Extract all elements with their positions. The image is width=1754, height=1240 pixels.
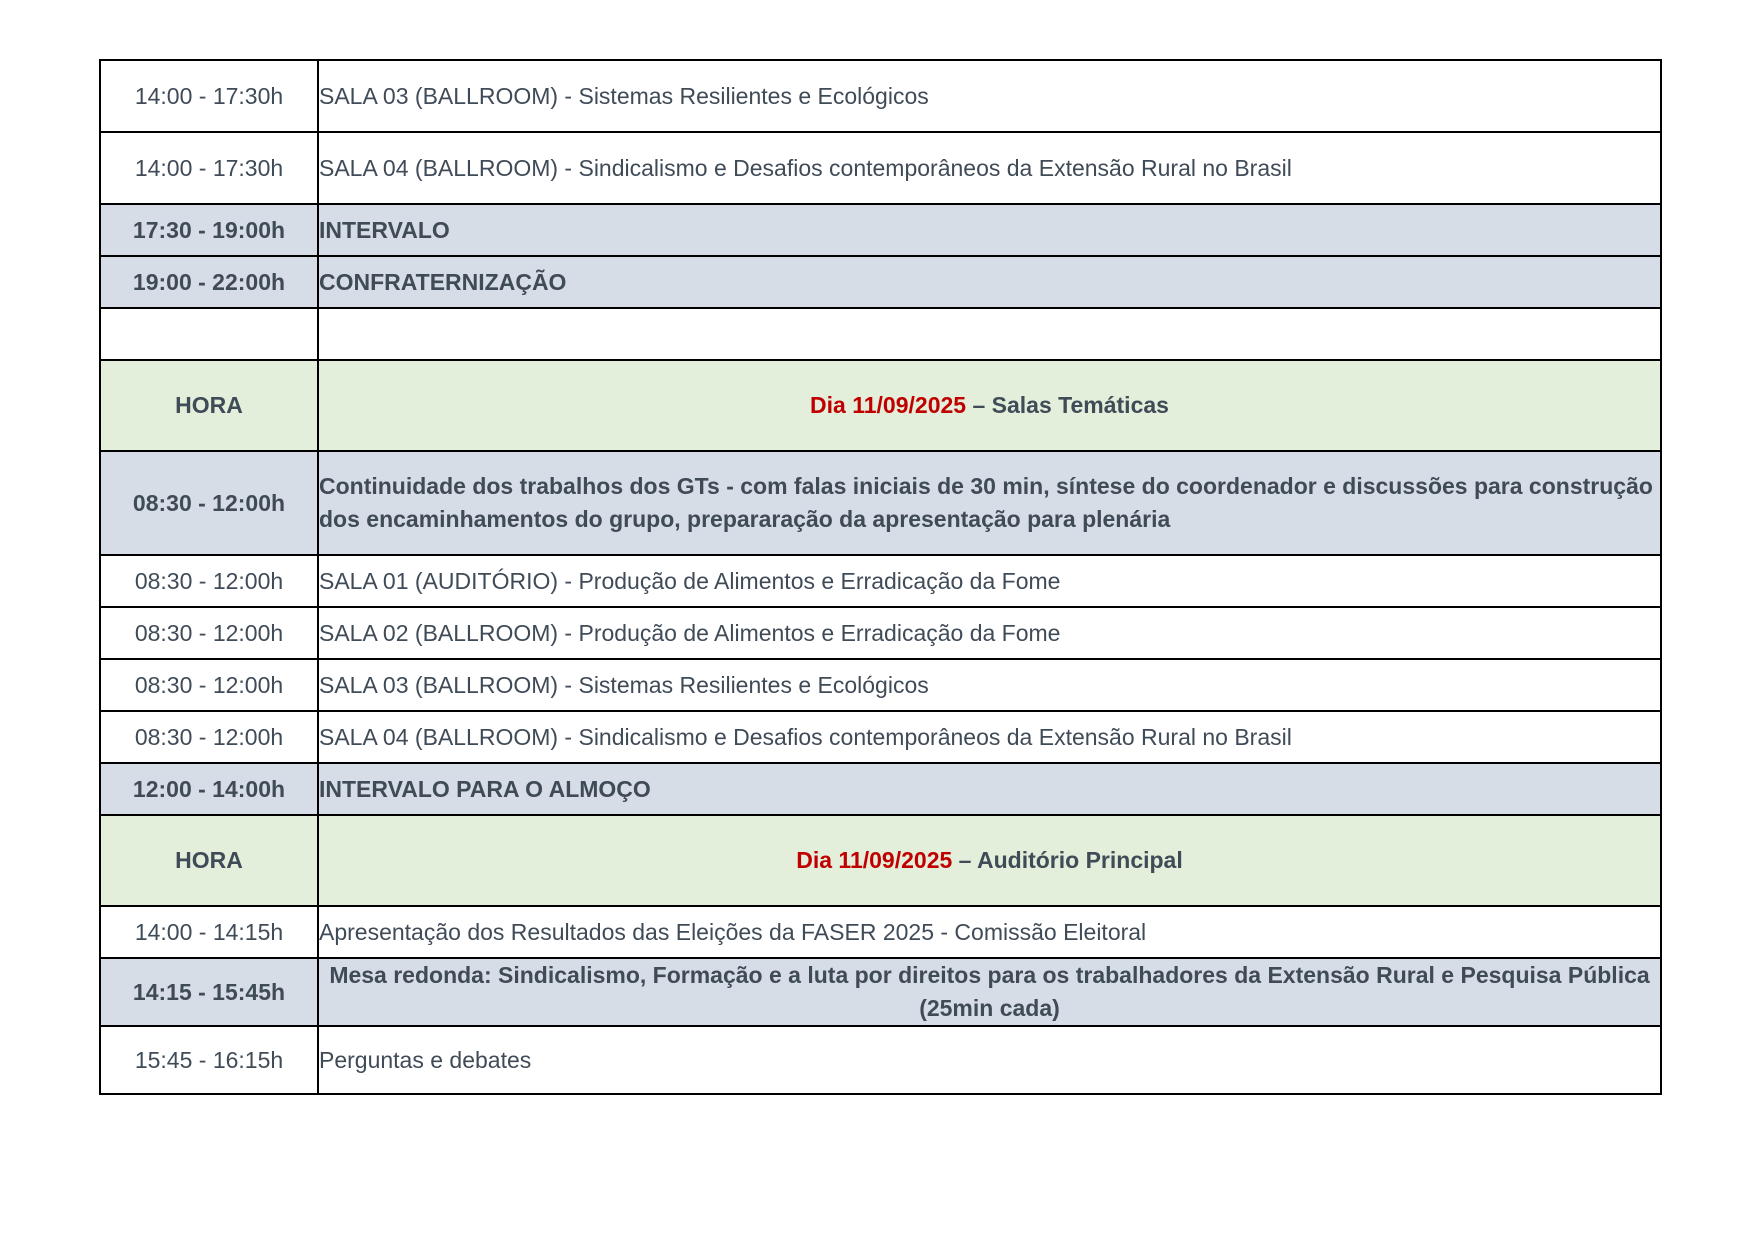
- break-row: [100, 204, 1661, 256]
- session-cell: CONFRATERNIZAÇÃO: [318, 256, 1661, 308]
- break-row: [100, 256, 1661, 308]
- time-cell: 14:15 - 15:45h: [100, 958, 318, 1026]
- day-header-row: [100, 815, 1661, 906]
- day-date: Dia 11/09/2025: [810, 392, 967, 418]
- time-cell: 08:30 - 12:00h: [100, 555, 318, 607]
- hora-header: HORA: [100, 360, 318, 451]
- table-row: [100, 60, 1661, 132]
- session-cell: Perguntas e debates: [318, 1026, 1661, 1094]
- session-cell: SALA 01 (AUDITÓRIO) - Produção de Alimentos e Erradicação da Fome: [318, 555, 1661, 607]
- time-cell: 15:45 - 16:15h: [100, 1026, 318, 1094]
- session-cell: SALA 04 (BALLROOM) - Sindicalismo e Desafios contemporâneos da Extensão Rural no Brasil: [318, 132, 1661, 204]
- session-cell: Apresentação dos Resultados das Eleições da FASER 2025 - Comissão Eleitoral: [318, 906, 1661, 958]
- time-cell: 14:00 - 17:30h: [100, 60, 318, 132]
- session-cell: SALA 03 (BALLROOM) - Sistemas Resilientes e Ecológicos: [318, 60, 1661, 132]
- heading-separator: –: [952, 847, 977, 873]
- day-title: Auditório Principal: [977, 847, 1183, 873]
- time-cell: 08:30 - 12:00h: [100, 711, 318, 763]
- highlight-row: [100, 958, 1661, 1026]
- table-row: [100, 906, 1661, 958]
- day-heading: [318, 360, 1661, 451]
- session-cell: Continuidade dos trabalhos dos GTs - com falas iniciais de 30 min, síntese do coordenador e discussões para construção dos encaminhamentos do grupo, prepararação da apresentação para plenária: [318, 451, 1661, 555]
- table-row: [100, 555, 1661, 607]
- table-row: [100, 132, 1661, 204]
- time-cell: 08:30 - 12:00h: [100, 659, 318, 711]
- day-title: Salas Temáticas: [991, 392, 1169, 418]
- session-cell: SALA 02 (BALLROOM) - Produção de Alimentos e Erradicação da Fome: [318, 607, 1661, 659]
- spacer-cell: [100, 308, 318, 360]
- session-cell: SALA 03 (BALLROOM) - Sistemas Resilientes e Ecológicos: [318, 659, 1661, 711]
- time-cell: 12:00 - 14:00h: [100, 763, 318, 815]
- session-cell: INTERVALO: [318, 204, 1661, 256]
- heading-separator: –: [966, 392, 992, 418]
- spacer-cell: [318, 308, 1661, 360]
- day-heading: [318, 815, 1661, 906]
- session-cell: INTERVALO PARA O ALMOÇO: [318, 763, 1661, 815]
- day-date: Dia 11/09/2025: [796, 847, 953, 873]
- hora-header: HORA: [100, 815, 318, 906]
- table-row: [100, 1026, 1661, 1094]
- time-cell: 17:30 - 19:00h: [100, 204, 318, 256]
- table-row: [100, 711, 1661, 763]
- time-cell: 14:00 - 17:30h: [100, 132, 318, 204]
- spacer-row: [100, 308, 1661, 360]
- day-header-row: [100, 360, 1661, 451]
- time-cell: 08:30 - 12:00h: [100, 607, 318, 659]
- table-row: [100, 659, 1661, 711]
- time-cell: 08:30 - 12:00h: [100, 451, 318, 555]
- table-row: [100, 607, 1661, 659]
- session-cell: SALA 04 (BALLROOM) - Sindicalismo e Desafios contemporâneos da Extensão Rural no Brasil: [318, 711, 1661, 763]
- schedule-table: [99, 59, 1662, 1095]
- session-cell: Mesa redonda: Sindicalismo, Formação e a luta por direitos para os trabalhadores da Extensão Rural e Pesquisa Pública (25min cada): [318, 958, 1661, 1026]
- highlight-row: [100, 451, 1661, 555]
- time-cell: 14:00 - 14:15h: [100, 906, 318, 958]
- break-row: [100, 763, 1661, 815]
- time-cell: 19:00 - 22:00h: [100, 256, 318, 308]
